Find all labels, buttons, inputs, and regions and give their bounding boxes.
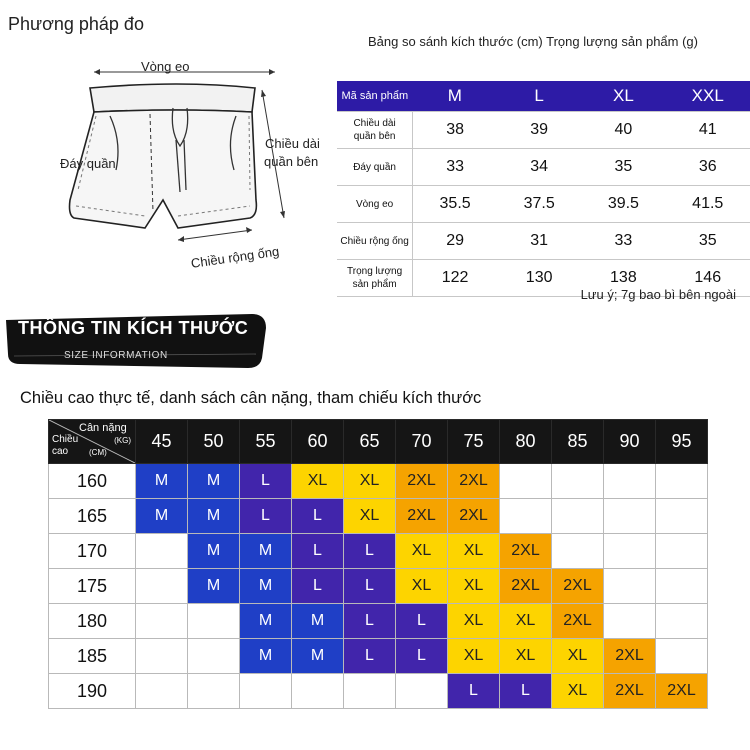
measurement-value: 33 [581, 223, 665, 260]
measurement-value: 33 [413, 149, 497, 186]
measurement-value: 36 [666, 149, 750, 186]
empty-cell [136, 534, 188, 569]
measurement-label [337, 149, 413, 186]
size-cell: L [500, 674, 552, 709]
empty-cell [292, 674, 344, 709]
size-cell: 2XL [604, 639, 656, 674]
measure-title: Phương pháp đo [8, 14, 144, 34]
empty-cell [656, 639, 708, 674]
measurement-label [337, 186, 413, 223]
empty-cell [500, 464, 552, 499]
size-table-row [337, 223, 750, 260]
empty-cell [396, 674, 448, 709]
weight-header: 95 [656, 420, 708, 464]
size-header: XL [581, 81, 665, 112]
measurement-value: 31 [497, 223, 581, 260]
empty-cell [136, 604, 188, 639]
size-table [337, 81, 750, 297]
size-header: L [497, 81, 581, 112]
size-cell: XL [500, 639, 552, 674]
measurement-value: 37.5 [497, 186, 581, 223]
size-cell: XL [396, 569, 448, 604]
weight-header: 45 [136, 420, 188, 464]
size-cell: L [448, 674, 500, 709]
empty-cell [604, 604, 656, 639]
size-cell: 2XL [604, 674, 656, 709]
size-cell: L [292, 569, 344, 604]
size-header: M [413, 81, 497, 112]
empty-cell [656, 534, 708, 569]
weight-header: 75 [448, 420, 500, 464]
weight-header: 85 [552, 420, 604, 464]
banner-title: THÔNG TIN KÍCH THƯỚC [18, 318, 249, 338]
measurement-value: 40 [581, 112, 665, 149]
size-cell: 2XL [656, 674, 708, 709]
measurement-label-line1: Vòng eo [355, 198, 394, 210]
size-table-row [337, 186, 750, 223]
empty-cell [188, 639, 240, 674]
size-table-row [337, 112, 750, 149]
empty-cell [500, 499, 552, 534]
measurement-value: 146 [666, 260, 750, 297]
measurement-label-line1: Chiều rộng ống [340, 235, 409, 247]
size-table-caption: Bảng so sánh kích thước (cm) Trọng lượng sản phẩm (g) [368, 34, 698, 49]
size-cell: M [136, 464, 188, 499]
product-code-header: Mã sản phẩm [337, 81, 413, 112]
crotch-label: Đáy quần [60, 156, 116, 171]
measurement-value: 35.5 [413, 186, 497, 223]
height-value: 185 [49, 639, 136, 674]
weight-header: 60 [292, 420, 344, 464]
size-table-header [337, 81, 750, 112]
empty-cell [656, 569, 708, 604]
size-cell: 2XL [448, 464, 500, 499]
size-cell: L [344, 604, 396, 639]
size-cell: M [240, 569, 292, 604]
measurement-value: 38 [413, 112, 497, 149]
size-cell: 2XL [448, 499, 500, 534]
size-cell: M [136, 499, 188, 534]
empty-cell [240, 674, 292, 709]
measurement-value: 41 [666, 112, 750, 149]
size-cell: 2XL [552, 604, 604, 639]
measurement-label-line2: quần bên [353, 131, 396, 142]
size-reference-grid [48, 419, 708, 709]
empty-cell [552, 464, 604, 499]
height-value: 180 [49, 604, 136, 639]
size-cell: L [240, 499, 292, 534]
size-cell: 2XL [396, 499, 448, 534]
height-value: 175 [49, 569, 136, 604]
height-value: 165 [49, 499, 136, 534]
height-row [49, 499, 708, 534]
measurement-label [337, 223, 413, 260]
size-cell: XL [448, 534, 500, 569]
empty-cell [552, 534, 604, 569]
size-cell: XL [396, 534, 448, 569]
length-label-line2: quần bên [264, 154, 319, 169]
size-cell: L [396, 639, 448, 674]
grid-corner-cell [49, 420, 136, 464]
size-table-row [337, 149, 750, 186]
empty-cell [656, 604, 708, 639]
size-cell: L [344, 569, 396, 604]
empty-cell [136, 674, 188, 709]
empty-cell [604, 569, 656, 604]
size-cell: XL [552, 674, 604, 709]
measurement-value: 29 [413, 223, 497, 260]
measurement-value: 35 [581, 149, 665, 186]
weight-header: 55 [240, 420, 292, 464]
height-axis-label: Chiều [52, 434, 79, 445]
height-row [49, 639, 708, 674]
empty-cell [136, 569, 188, 604]
measurement-value: 130 [497, 260, 581, 297]
height-row [49, 464, 708, 499]
packaging-note: Lưu ý; 7g bao bì bên ngoài [580, 287, 736, 302]
empty-cell [604, 464, 656, 499]
weight-axis-label: Cân nặng [79, 422, 127, 434]
waist-label: Vòng eo [141, 59, 190, 74]
size-cell: XL [500, 604, 552, 639]
size-cell: XL [448, 569, 500, 604]
measurement-label-line2: sản phẩm [352, 279, 397, 290]
empty-cell [656, 464, 708, 499]
measurement-value: 34 [497, 149, 581, 186]
height-row [49, 569, 708, 604]
size-cell: XL [448, 639, 500, 674]
measurement-value: 122 [413, 260, 497, 297]
size-cell: M [292, 639, 344, 674]
size-cell: 2XL [396, 464, 448, 499]
empty-cell [136, 639, 188, 674]
weight-header: 90 [604, 420, 656, 464]
size-cell: M [240, 534, 292, 569]
length-label-line1: Chiều dài [265, 136, 320, 151]
size-cell: M [188, 499, 240, 534]
size-cell: 2XL [500, 569, 552, 604]
empty-cell [604, 534, 656, 569]
size-cell: 2XL [500, 534, 552, 569]
height-value: 170 [49, 534, 136, 569]
empty-cell [188, 604, 240, 639]
height-value: 160 [49, 464, 136, 499]
height-row [49, 604, 708, 639]
size-cell: 2XL [552, 569, 604, 604]
size-cell: M [240, 639, 292, 674]
shorts-diagram [30, 50, 340, 300]
weight-header: 80 [500, 420, 552, 464]
measurement-value: 41.5 [666, 186, 750, 223]
empty-cell [656, 499, 708, 534]
measurement-label-line1: Đáy quần [353, 161, 396, 173]
size-cell: M [240, 604, 292, 639]
height-axis-label-2: cao [52, 446, 69, 457]
size-cell: XL [448, 604, 500, 639]
weight-unit-label: (KG) [114, 436, 131, 445]
size-cell: L [396, 604, 448, 639]
leg-width-label: Chiều rộng ống [190, 243, 281, 271]
size-cell: L [344, 639, 396, 674]
size-cell: L [240, 464, 292, 499]
size-cell: M [188, 464, 240, 499]
weight-header: 50 [188, 420, 240, 464]
measurement-value: 39.5 [581, 186, 665, 223]
reference-caption: Chiều cao thực tế, danh sách cân nặng, tham chiếu kích thước [20, 389, 482, 407]
size-cell: M [188, 569, 240, 604]
size-cell: L [344, 534, 396, 569]
empty-cell [344, 674, 396, 709]
measurement-label [337, 112, 413, 149]
size-cell: XL [344, 499, 396, 534]
weight-header: 70 [396, 420, 448, 464]
empty-cell [188, 674, 240, 709]
size-header: XXL [666, 81, 750, 112]
empty-cell [552, 499, 604, 534]
size-cell: XL [552, 639, 604, 674]
height-value: 190 [49, 674, 136, 709]
size-cell: XL [292, 464, 344, 499]
measurement-label-line1: Chiều dài [353, 118, 396, 129]
measurement-value: 35 [666, 223, 750, 260]
measurement-value: 39 [497, 112, 581, 149]
measurement-label-line1: Trọng lượng [347, 266, 403, 277]
measurement-value: 138 [581, 260, 665, 297]
measurement-label [337, 260, 413, 297]
size-cell: L [292, 499, 344, 534]
height-unit-label: (CM) [89, 448, 107, 457]
empty-cell [604, 499, 656, 534]
weight-header-row [49, 420, 708, 464]
size-cell: L [292, 534, 344, 569]
banner-subtitle: SIZE INFORMATION [64, 350, 168, 361]
size-cell: M [292, 604, 344, 639]
weight-header: 65 [344, 420, 396, 464]
height-row [49, 534, 708, 569]
size-cell: M [188, 534, 240, 569]
height-row [49, 674, 708, 709]
size-cell: XL [344, 464, 396, 499]
